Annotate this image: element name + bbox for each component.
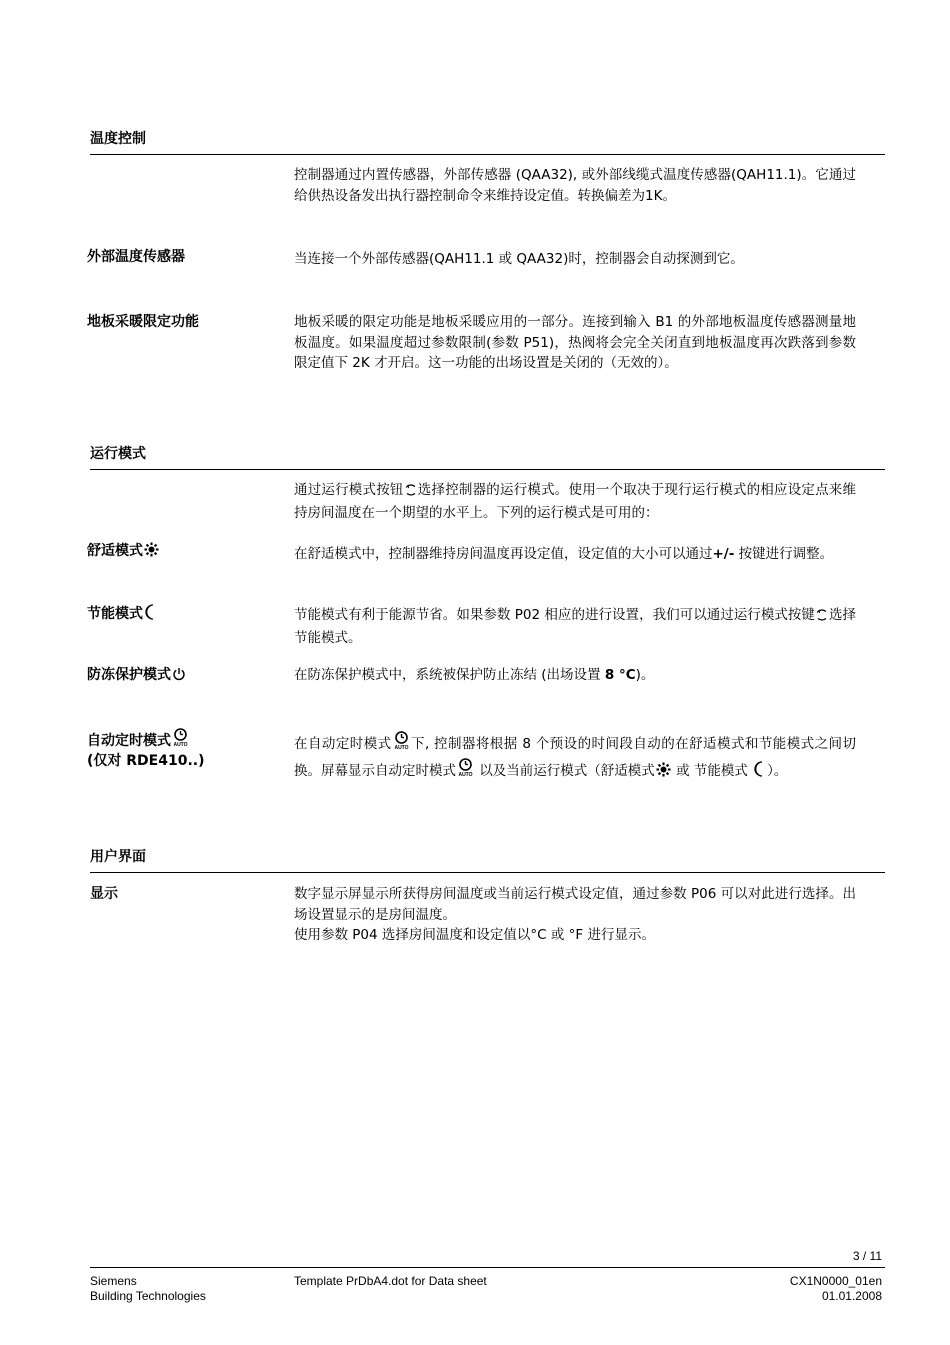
sun-icon xyxy=(656,762,671,785)
frost-text-b: )。 xyxy=(635,667,655,683)
footer-company xyxy=(90,1274,206,1304)
mode-button-icon xyxy=(816,607,828,628)
comfort-text-a: 在舒适模式中，控制器维持房间温度再设定值，设定值的大小可以通过 xyxy=(294,546,713,562)
footer-doc-id: CX1N0000_01en xyxy=(789,1274,882,1288)
frost-text-a: 在防冻保护模式中，系统被保护防止冻结 (出场设置 xyxy=(294,667,605,683)
economy-text-b: 选择节能模式。 xyxy=(294,607,857,646)
mode-button-icon xyxy=(405,482,417,503)
temperature-control-intro: 控制器通过内置传感器，外部传感器 (QAA32), 或外部线缆式温度传感器(QAH11.1)。它通过给供热设备发出执行器控制命令来维持设定值。转换偏差为1K。 xyxy=(294,167,856,204)
floor-limit-label: 地板采暖限定功能 xyxy=(87,314,199,330)
operating-modes-intro xyxy=(294,480,856,523)
economy-mode-label xyxy=(87,604,287,626)
moon-icon xyxy=(753,761,766,785)
economy-mode-label-text: 节能模式 xyxy=(87,606,143,622)
auto-text-d: 或 节能模式 xyxy=(671,762,753,779)
auto-timer-sublabel: (仅对 RDE410..) xyxy=(87,753,205,769)
intro-text-b: 选择控制器的运行模式。使用一个取决于现行运行模式的相应设定点来维持房间温度在一个期望的水平上。下列的运行模式是可用的： xyxy=(294,482,857,521)
frost-setpoint-value: 8 °C xyxy=(604,667,636,683)
footer-doc-info xyxy=(790,1274,882,1304)
sun-icon xyxy=(144,542,159,563)
moon-icon xyxy=(144,604,157,626)
comfort-mode-label-text: 舒适模式 xyxy=(87,543,143,559)
svg-text:AUTO: AUTO xyxy=(458,771,473,777)
auto-text-a: 在自动定时模式 xyxy=(294,736,392,752)
external-sensor-label: 外部温度传感器 xyxy=(87,249,185,265)
footer-date: 01.01.2008 xyxy=(821,1289,882,1303)
frost-protection-text xyxy=(294,665,856,686)
display-text-1: 数字显示屏显示所获得房间温度或当前运行模式设定值，通过参数 P06 可以对此进行选择。出场设置显示的是房间温度。 xyxy=(294,886,856,923)
svg-text:AUTO: AUTO xyxy=(394,745,409,750)
svg-text:AUTO: AUTO xyxy=(173,742,188,747)
footer-company-division: Building Technologies xyxy=(90,1289,206,1303)
auto-text-b: 下, 控制器将根据 8 个预设的时间段自动的在舒适模式和节能模式之间切换。屏幕显示自动定时模式 xyxy=(294,736,856,779)
comfort-mode-text xyxy=(294,544,856,565)
footer-template: Template PrDbA4.dot for Data sheet xyxy=(294,1274,487,1288)
plus-minus-key: +/- xyxy=(712,546,735,562)
frost-protection-label xyxy=(87,665,287,687)
floor-limit-text: 地板采暖的限定功能是地板采暖应用的一部分。连接到输入 B1 的外部地板温度传感器测量地板温度。如果温度超过参数限制(参数 P51)，热阀将会完全关闭直到地板温度再次跌落到参数限定值下 2K 才开启。这一功能的出场设置是关闭的（无效的）。 xyxy=(294,314,856,371)
clock-auto-icon xyxy=(393,731,410,758)
power-icon xyxy=(172,667,186,687)
display-text xyxy=(294,884,856,946)
auto-timer-label-text: 自动定时模式 xyxy=(87,733,171,749)
section-heading-temperature-control: 温度控制 xyxy=(90,128,885,155)
comfort-mode-label xyxy=(87,541,287,563)
display-label: 显示 xyxy=(90,886,118,902)
section-heading-operating-modes: 运行模式 xyxy=(90,443,885,470)
economy-text-a: 节能模式有利于能源节省。如果参数 P02 相应的进行设置，我们可以通过运行模式按键 xyxy=(294,607,815,623)
auto-text-c: 以及当前运行模式（舒适模式 xyxy=(475,762,655,779)
intro-text-a: 通过运行模式按钮 xyxy=(294,482,404,498)
display-text-2: 使用参数 P04 选择房间温度和设定值以°C 或 °F 进行显示。 xyxy=(294,927,655,943)
frost-protection-label-text: 防冻保护模式 xyxy=(87,667,171,683)
clock-auto-icon xyxy=(172,728,189,753)
footer-divider xyxy=(90,1267,885,1268)
comfort-text-b: 按键进行调整。 xyxy=(734,546,834,562)
footer-company-name: Siemens xyxy=(90,1274,137,1288)
page-number: 3 / 11 xyxy=(852,1249,882,1263)
section-heading-user-interface: 用户界面 xyxy=(90,846,885,873)
economy-mode-text xyxy=(294,605,856,648)
auto-timer-label xyxy=(87,728,287,753)
auto-timer-text xyxy=(294,731,856,784)
external-sensor-text: 当连接一个外部传感器(QAH11.1 或 QAA32)时，控制器会自动探测到它。 xyxy=(294,251,744,267)
clock-auto-icon xyxy=(457,758,474,785)
auto-text-e: ）。 xyxy=(767,762,788,779)
